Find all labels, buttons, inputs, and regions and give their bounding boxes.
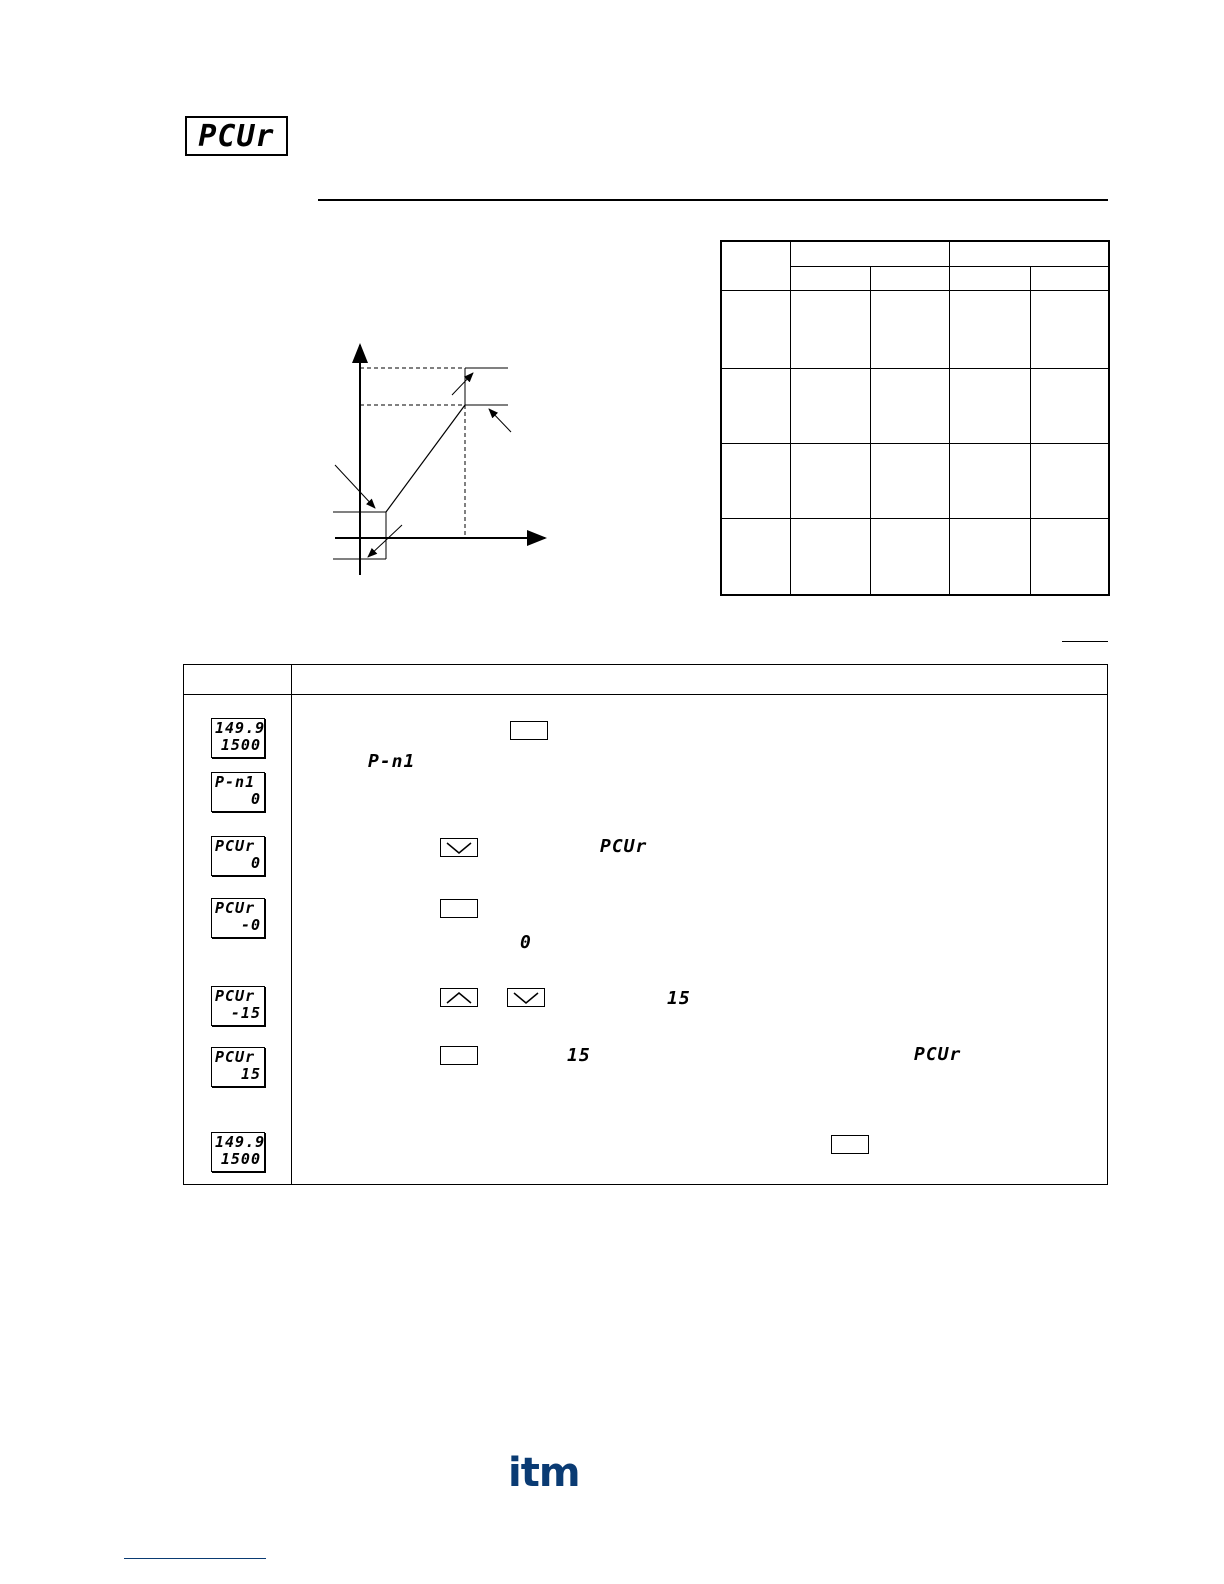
down-key-button[interactable]	[507, 988, 545, 1007]
spec-cell	[791, 290, 871, 368]
spec-header-cell	[791, 241, 950, 266]
set-key-button[interactable]	[831, 1135, 869, 1154]
spec-cell	[791, 518, 871, 595]
output-scaling-diagram	[325, 335, 555, 585]
lcd-bottom-value: 15	[240, 1065, 261, 1083]
lcd-bottom-value: 0	[250, 854, 261, 872]
spec-cell	[950, 443, 1031, 518]
spec-cell	[871, 290, 950, 368]
inline-value: 15	[667, 988, 691, 1009]
spec-cell	[1031, 443, 1110, 518]
spec-cell	[871, 443, 950, 518]
short-rule	[1062, 641, 1108, 642]
spec-cell	[721, 518, 791, 595]
lcd-top-value: PCUr	[215, 837, 256, 855]
inline-param-code: P-n1	[368, 751, 416, 772]
lcd-top-value: 149.9	[215, 719, 266, 737]
ramp-line	[386, 405, 465, 512]
chevron-up-icon	[446, 992, 472, 1004]
lcd-bottom-value: -15	[230, 1004, 261, 1022]
lcd-display	[211, 772, 265, 812]
inline-value: 0	[520, 932, 532, 953]
spec-cell	[791, 368, 871, 443]
spec-subheader-cell	[1031, 266, 1110, 290]
pointer-arrow-1	[335, 465, 375, 508]
inline-param-code: PCUr	[914, 1044, 962, 1065]
lcd-bottom-value: 0	[250, 790, 261, 808]
lcd-top-value: PCUr	[215, 899, 256, 917]
lcd-top-value: PCUr	[215, 987, 256, 1005]
spec-cell	[950, 518, 1031, 595]
chevron-down-icon	[446, 842, 472, 854]
lcd-display	[211, 836, 265, 876]
spec-cell	[950, 290, 1031, 368]
pointer-arrow-2	[368, 525, 402, 557]
set-key-button[interactable]	[440, 1046, 478, 1065]
spec-header-cell	[950, 241, 1110, 266]
inline-param-code: PCUr	[600, 836, 648, 857]
lcd-bottom-value: -0	[240, 916, 261, 934]
spec-cell	[721, 368, 791, 443]
param-code: PCUr	[198, 118, 275, 154]
lcd-display	[211, 898, 265, 938]
set-key-button[interactable]	[510, 721, 548, 740]
lcd-display	[211, 718, 265, 758]
spec-header-cell	[721, 241, 791, 290]
header-divider	[184, 694, 1107, 695]
chevron-down-icon	[513, 992, 539, 1004]
set-key-button[interactable]	[440, 899, 478, 918]
down-key-button[interactable]	[440, 838, 478, 857]
spec-cell	[721, 443, 791, 518]
param-code-box	[185, 116, 288, 156]
spec-cell	[791, 443, 871, 518]
lcd-display	[211, 1047, 265, 1087]
spec-cell	[1031, 518, 1110, 595]
inline-value: 15	[567, 1045, 591, 1066]
spec-cell	[871, 518, 950, 595]
spec-cell	[721, 290, 791, 368]
lcd-bottom-value: 1500	[220, 736, 261, 754]
itm-logo: itm	[508, 1450, 580, 1496]
spec-subheader-cell	[950, 266, 1031, 290]
column-divider	[291, 665, 292, 1184]
lcd-bottom-value: 1500	[220, 1150, 261, 1168]
spec-cell	[950, 368, 1031, 443]
lcd-display	[211, 1132, 265, 1172]
spec-cell	[1031, 368, 1110, 443]
spec-cell	[1031, 290, 1110, 368]
spec-subheader-cell	[791, 266, 871, 290]
lcd-display	[211, 986, 265, 1026]
spec-table	[720, 240, 1110, 596]
spec-subheader-cell	[871, 266, 950, 290]
lcd-top-value: PCUr	[215, 1048, 256, 1066]
lcd-top-value: P-n1	[215, 773, 256, 791]
procedure-table	[183, 664, 1108, 1185]
lcd-top-value: 149.9	[215, 1133, 266, 1151]
spec-cell	[871, 368, 950, 443]
up-key-button[interactable]	[440, 988, 478, 1007]
pointer-arrow-4	[489, 409, 511, 432]
section-rule	[318, 199, 1108, 201]
footer-link-underline	[124, 1558, 266, 1559]
pointer-arrow-3	[452, 373, 473, 395]
